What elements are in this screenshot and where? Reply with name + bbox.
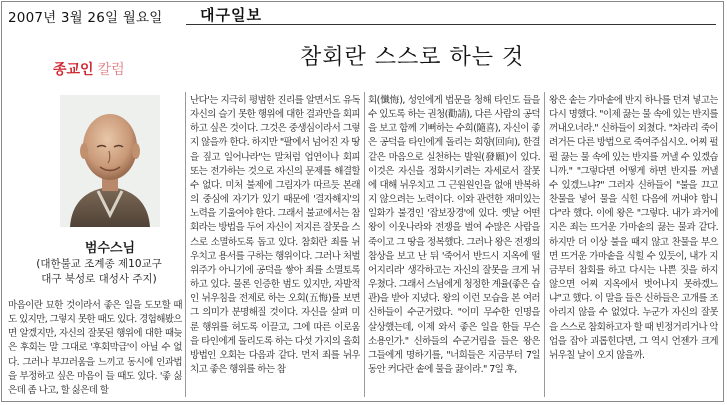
author-affiliation-line-1: (대한불교 조계종 제10교구 xyxy=(36,258,162,270)
author-affiliation-line-2: 대구 북성로 대성사 주지) xyxy=(41,273,157,285)
body-text: 왕은 솥는 가마솥에 반지 하나를 던져 넣고는 다시 명했다. "이제 끓는 물 속에 있는 반지를 꺼내오너라." 신하들이 외쳤다. "차라리 죽이려거든 다른 방법으로 죽여주십시오. 어찌 펄펄 끓는 물 속에 있는 반지를 꺼낼 수 있겠습니까." "그렇다면 어떻게 하면 반지를 꺼낼 수 있겠느냐?" 그러자 신하들이 "불을 끄고 찬물을 넣어 물을 식힌 다음에 꺼내야 합니다"라 했다. 이에 왕은 "그렇다. 내가 과거에 지은 죄는 뜨거운 가마솥의 끓는 물과 같다. 하지만 더 이상 불을 때지 않고 찬물을 부으면 뜨거운 가마솥을 식힐 수 있듯이, 내가 지금부터 참회를 하고 다시는 나쁜 짓을 하지 않으면 어찌 지옥에서 벗어나지 못하겠느냐"고 했다. 이 말을 들은 신하들은 고개를 조아리지 않을 수 없었다. 누군가 자신의 잘못을 스스로 참회하고자 할 때 빈정거리거나 악업을 잡아 괴롭힌다면, 그 역시 언젠가 크게 뉘우칠 날이 오지 않을까. xyxy=(549,95,718,361)
header-divider xyxy=(186,24,716,25)
column-divider xyxy=(544,92,545,397)
body-column-3 xyxy=(368,94,540,399)
newspaper-name: 대구일보 xyxy=(200,6,262,24)
column-label-sub: 칼럼 xyxy=(97,62,125,78)
body-text: 난다'는 지극히 평범한 진리를 알면서도 유독 자신의 슬기 못한 행위에 대한 결과만을 회피하고 싶은 것이다. 그것은 중생심이라서 그렇지 않을까 한다. 하지만 "팔에서 넘어진 자 땅을 짚고 일어나라"는 말처럼 업연이나 회피 또는 전가하는 것으로 자신의 문제를 해결할 수 없다. 미처 불제에 그림자가 따르듯 본래의 중심에 자기가 있기 때문에 '결자해지'의 노력을 기울여야 한다. 그래서 불교에서는 참회라는 방법을 두어 자신이 저지른 잘못을 스스로 소멸하도록 돕고 있다. 참회란 죄를 뉘우치고 용서를 구하는 행위이다. 그러나 처벌위주가 아니기에 공덕을 쌓아 죄를 소멸토록 하고 있다. 물론 인증한 범도 있지만, 자발적인 뉘우침을 전제로 하는 오회(五悔)를 보면 그 의미가 분명해질 것이다. 자신을 살펴 미룬 행위를 허도록 이끌고, 그에 따른 이로움을 타인에게 돌리도록 하는 다섯 가지의 올회 방법인 오회는 다음과 같다. 먼저 죄를 뉘우치고 좋은 행위를 하는 참 xyxy=(190,95,360,375)
column-label-main: 종교인 xyxy=(53,62,94,78)
body-column-2 xyxy=(190,94,360,399)
column-label xyxy=(53,59,125,79)
author-photo xyxy=(60,95,160,227)
column-divider xyxy=(185,92,186,397)
column-divider xyxy=(364,92,365,397)
body-column-1 xyxy=(8,299,182,399)
body-text: 마음이란 묘한 것이라서 좋은 일을 도모할 때도 있지만, 그렇지 못한 때도 있다. 경험해봤으면 알겠지만, 자신의 잘못된 행위에 대한 때늦은 후회는 말 그대로 '후회막급'이 아닐 수 없다. 그러나 부끄러움을 느끼고 동시에 인과법을 부정하고 싶은 마음이 들 때도 있다. '좋 싫은데 좀 나고, 할 싫은데 할 xyxy=(8,300,182,396)
publication-date: 2007년 3월 26일 월요일 xyxy=(8,10,163,26)
author-name: 범수스님 xyxy=(84,241,136,256)
author-affiliation xyxy=(14,257,184,287)
article-headline: 참회란 스스로 하는 것 xyxy=(300,45,525,70)
body-column-4 xyxy=(549,94,718,399)
body-text: 회(懺悔), 성인에게 법문을 청해 타인도 들을 수 있도록 하는 권청(勸請), 다른 사람의 공덕을 보고 함께 기뻐하는 수희(隨喜), 자신이 좋은 공덕을 타인에게 돌리는 회향(回向), 한결 같은 마음으로 실천하는 발원(發願)이 있다. 이것은 자신을 정화시키려는 자세로서 잘못에 대해 뉘우치고 그 근원원인을 없애 반복하지 않으려는 노력이다. 이와 관련한 재미있는 일화가 불경인 '잡보장경'에 있다. 옛날 어떤 왕이 이웃나라와 전쟁을 벌여 수많은 사람을 죽이고 그 땅을 정복했다. 그러나 왕은 전쟁의 참상을 보고 난 뒤 '죽어서 반드시 지옥에 떨어지리라' 생각하고는 자신의 잘못을 크게 뉘우쳤다. 그래서 스님에게 청정한 계율(좋은 습관)을 받아 지녔다. 왕의 이런 모습을 본 여러 신하들이 수군거렸다. "이미 무수한 인명을 살상했는데, 이제 와서 좋은 일을 한들 무슨 소용인가." 신하들의 수군거림을 들은 왕은 그들에게 명하기를, "너희들은 지금부터 7일 동안 커다란 솥에 물을 끓이라." 7일 후, xyxy=(368,95,540,375)
